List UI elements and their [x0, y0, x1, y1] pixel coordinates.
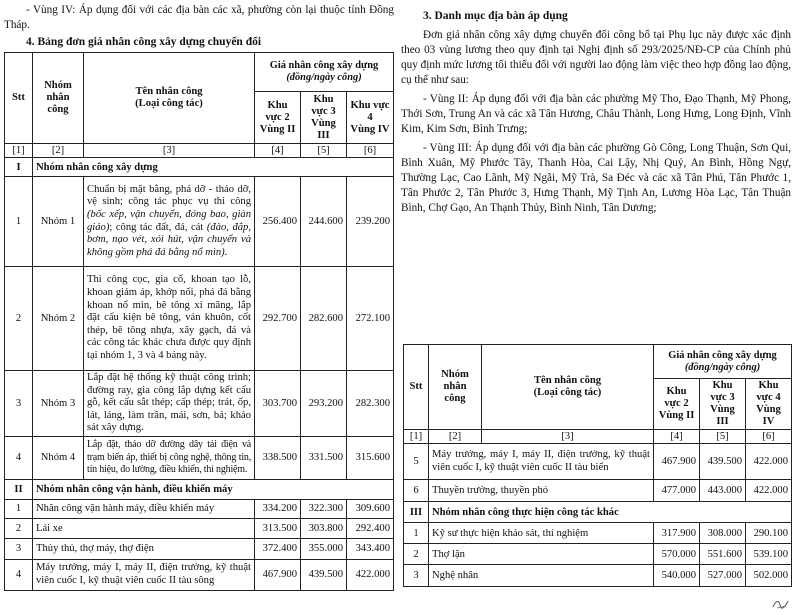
- header-name-sub: (Loại công tác): [533, 387, 602, 398]
- header-name: [482, 345, 654, 430]
- table-row: 2 Nhóm 2 Thi công cọc, gia cố, khoan tạo lỗ, khoan giảm áp, khớp nối, phá đá bằng khoan nổ mìn, bê tông xi măng, lắp đặt cấu kiện bê tông, ván khuôn, cốt thép, bê tông nhựa, xây gạch, đá và các công tác khác chưa được quy định tại nhóm 1, 3 và 4 bảng này. 292.700 282.600 272.100: [5, 267, 394, 371]
- row-description: Chuẩn bị mặt bằng, phá dỡ - tháo dỡ, vệ sinh; công tác phục vụ thi công (bốc xếp, vận chuyển, đóng bao, giàn giáo); công tác đất, đá, cát (đào, đắp, bơm, nạo vét, xói hút, vận chuyển và không gồm phá đá bằng nổ mìn).: [84, 177, 255, 267]
- table-row: 4 Nhóm 4 Lắp đặt, tháo dỡ đường dây tải điện và trạm biến áp, thiết bị công nghệ, thông tin, tín hiệu, đo lường, điều khiển, thí nghiệm. 338.500 331.500 315.600: [5, 436, 394, 479]
- right-column: [401, 0, 791, 581]
- header-zone-2: Khu vực 2 Vùng II: [255, 92, 301, 144]
- header-group: Nhóm nhân công: [33, 53, 84, 144]
- row-description: Thi công cọc, gia cố, khoan tạo lỗ, khoan giảm áp, khớp nối, phá đá bằng khoan nổ mìn, bê tông xi măng, lắp đặt cấu kiện bê tông, ván khuôn, cốt thép, bê tông nhựa, xây gạch, đá và các công tác khác chưa được quy định tại nhóm 1, 3 và 4 bảng này.: [84, 267, 255, 371]
- section-row: I Nhóm nhân công xây dựng: [5, 158, 394, 177]
- table-row: 1 Nhân công vận hành máy, điều khiển máy 334.200 322.300 309.600: [5, 499, 394, 518]
- index-row: [1] [2] [3] [4] [5] [6]: [404, 430, 792, 444]
- table-row: 6 Thuyền trưởng, thuyền phó 477.000 443.000 422.000: [404, 480, 792, 502]
- header-name: [84, 53, 255, 144]
- header-price-title: Giá nhân công xây dựng: [668, 349, 777, 361]
- header-group: Nhóm nhân công: [429, 345, 482, 430]
- table-row: 2 Thợ lặn 570.000 551.600 539.100: [404, 544, 792, 565]
- section-3-heading: 3. Danh mục địa bàn áp dụng: [423, 10, 568, 22]
- header-zone-4: Khu vực 4 Vùng IV: [746, 379, 792, 430]
- labor-price-table-continued: [403, 344, 792, 587]
- section-row: II Nhóm nhân công vận hành, điều khiển máy: [5, 479, 394, 499]
- header-zone-3: Khu vực 3 Vùng III: [301, 92, 347, 144]
- header-zone-4: Khu vực 4 Vùng IV: [347, 92, 394, 144]
- table-row: 3 Nghệ nhân 540.000 527.000 502.000: [404, 565, 792, 587]
- table-row: 1 Nhóm 1 Chuẩn bị mặt bằng, phá dỡ - tháo dỡ, vệ sinh; công tác phục vụ thi công (bốc xếp, vận chuyển, đóng bao, giàn giáo); công tác đất, đá, cát (đào, đắp, bơm, nạo vét, xói hút, vận chuyển và không gồm phá đá bằng nổ mìn). 256.400 244.600 239.200: [5, 177, 394, 267]
- row-description: Lắp đặt, tháo dỡ đường dây tải điện và trạm biến áp, thiết bị công nghệ, thông tin, tín hiệu, đo lường, điều khiển, thí nghiệm.: [84, 436, 255, 479]
- header-zone-3: Khu vực 3 Vùng III: [700, 379, 746, 430]
- table-row: 3 Nhóm 3 Lắp đặt hệ thống kỹ thuật công trình; đường ray, gia công lắp dựng kết cấu gỗ, kết cấu sắt thép; cấp thép; trát, ốp, lát, láng, làm trần, mái, sơn, bả; khảo sát xây dựng. 303.700 293.200 282.300: [5, 371, 394, 437]
- paragraph-zone-2: - Vùng II: Áp dụng đối với địa bàn các phường Mỹ Tho, Đạo Thạnh, Mỹ Phong, Thới Sơn, Trung An và các xã Tân Hương, Châu Thành, Long Hưng, Long Định, Vĩnh Kim, Kim Sơn, Bình Trưng;: [401, 93, 791, 135]
- table-row: 2 Lái xe 313.500 303.800 292.400: [5, 518, 394, 538]
- index-row: [1] [2] [3] [4] [5] [6]: [5, 144, 394, 158]
- signature-mark: [771, 597, 791, 611]
- paragraph-intro: Đơn giá nhân công xây dựng chuyển đổi công bố tại Phụ lục này được xác định theo 03 vùng lương theo quy định tại Nghị định số 293/2025/NĐ-CP của Chính phủ quy định mức lương tối thiểu đối với người lao động làm việc theo hợp đồng lao động, cụ thể như sau:: [401, 29, 791, 86]
- row-description: Lắp đặt hệ thống kỹ thuật công trình; đường ray, gia công lắp dựng kết cấu gỗ, kết cấu sắt thép; cấp thép; trát, ốp, lát, láng, làm trần, mái, sơn, bả; khảo sát xây dựng.: [84, 371, 255, 437]
- section-4-heading: 4. Bảng đơn giá nhân công xây dựng chuyển đổi: [26, 36, 262, 48]
- header-price-unit: (đồng/ngày công): [684, 361, 761, 373]
- table-row: 1 Kỹ sư thực hiện khảo sát, thí nghiệm 317.900 308.000 290.100: [404, 523, 792, 544]
- table-row: 3 Thủy thủ, thợ máy, thợ điện 372.400 355.000 343.400: [5, 538, 394, 559]
- intro-paragraph: - Vùng IV: Áp dụng đối với các địa bàn các xã, phường còn lại thuộc tỉnh Đồng Tháp.: [4, 4, 394, 31]
- left-column: [4, 0, 394, 591]
- header-price-unit: (đồng/ngày công): [286, 72, 362, 83]
- header-name-sub: (Loại công tác): [135, 98, 203, 109]
- header-stt: Stt: [5, 53, 33, 144]
- header-price: [654, 345, 792, 379]
- labor-price-table: [4, 52, 394, 591]
- table-row: 5 Máy trưởng, máy I, máy II, điện trưởng, kỹ thuật viên cuốc I, kỹ thuật viên cuốc II tàu biển 467.900 439.500 422.000: [404, 444, 792, 480]
- section-row: III Nhóm nhân công thực hiện công tác khác: [404, 502, 792, 523]
- header-price: [255, 53, 394, 92]
- header-name-title: Tên nhân công: [533, 375, 602, 386]
- header-name-title: Tên nhân công: [135, 86, 203, 97]
- paragraph-zone-3: - Vùng III: Áp dụng đối với địa bàn các phường Gò Công, Long Thuận, Sơn Qui, Bình Xuân, Mỹ Phước Tây, Thanh Hòa, Cai Lậy, Nhị Quý, An Bình, Hồng Ngự, Thường Lạc, Cao Lãnh, Mỹ Ngãi, Mỹ Trà, Sa Đéc và các xã Tân Phú, Tân Phước 1, Tân Phước 2, Tân Phước 3, Hưng Thạnh, Mỹ Tịnh An, Lương Hòa Lạc, Tân Thuận Bình, Chợ Gạo, An Thạnh Thủy, Bình Ninh, Tân Dương;: [401, 142, 791, 214]
- header-zone-2: Khu vực 2 Vùng II: [654, 379, 700, 430]
- table-row: 4 Máy trưởng, máy I, máy II, điện trưởng, kỹ thuật viên cuốc I, kỹ thuật viên cuốc II tàu sông 467.900 439.500 422.000: [5, 559, 394, 590]
- header-stt: Stt: [404, 345, 429, 430]
- header-price-title: Giá nhân công xây dựng: [269, 60, 379, 71]
